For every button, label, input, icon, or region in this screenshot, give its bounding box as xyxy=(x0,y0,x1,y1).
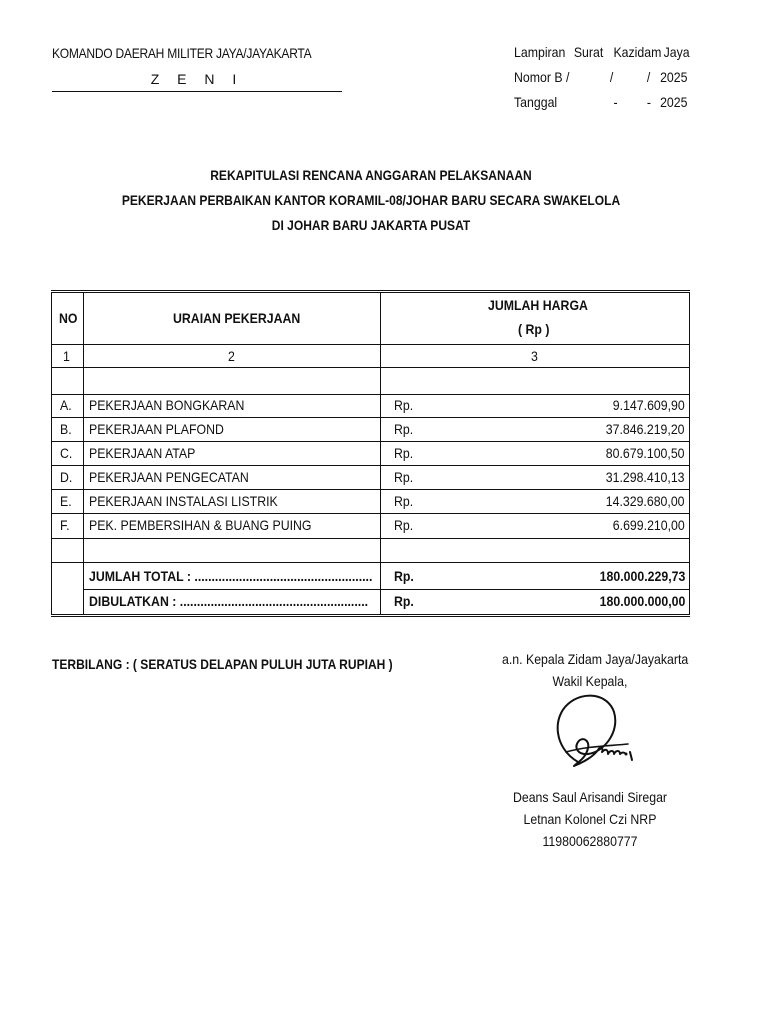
org-name: KOMANDO DAERAH MILITER JAYA/JAYAKARTA xyxy=(52,45,312,61)
row-d-cur: Rp. xyxy=(394,469,414,485)
table-hline-total xyxy=(83,589,690,590)
table-top-border xyxy=(51,290,690,293)
row-d-desc: PEKERJAAN PENGECATAN xyxy=(89,469,249,485)
total-label: JUMLAH TOTAL : .................................................... xyxy=(89,568,373,584)
index-col-3: 3 xyxy=(531,348,538,364)
header-left xyxy=(52,45,342,87)
table-vline-no xyxy=(83,293,84,614)
col-header-uraian: URAIAN PEKERJAAN xyxy=(173,310,301,326)
table-hline-d xyxy=(51,489,690,490)
signature-authority: a.n. Kepala Zidam Jaya/Jayakarta xyxy=(502,651,689,667)
nomor-label: Nomor B / xyxy=(514,69,570,85)
nomor-sep-2: / xyxy=(646,69,651,85)
col-header-jumlah: JUMLAH HARGA xyxy=(488,297,588,313)
table-hline-index xyxy=(51,367,690,368)
row-e-desc: PEKERJAAN INSTALASI LISTRIK xyxy=(89,493,278,509)
row-d-amount: 31.298.410,13 xyxy=(606,469,685,485)
row-c-desc: PEKERJAAN ATAP xyxy=(89,445,196,461)
row-a-no: A. xyxy=(60,397,72,413)
row-f-desc: PEK. PEMBERSIHAN & BUANG PUING xyxy=(89,517,312,533)
row-c-amount: 80.679.100,50 xyxy=(606,445,685,461)
row-e-cur: Rp. xyxy=(394,493,414,509)
document-title xyxy=(0,163,742,238)
header-underline xyxy=(52,91,342,92)
row-a-amount: 9.147.609,90 xyxy=(613,397,685,413)
amount-in-words: TERBILANG : ( SERATUS DELAPAN PULUH JUTA RUPIAH ) xyxy=(52,656,393,672)
row-b-amount: 37.846.219,20 xyxy=(606,421,685,437)
title-line-1: REKAPITULASI RENCANA ANGGARAN PELAKSANAAN xyxy=(210,167,532,183)
table-vline-desc xyxy=(380,293,381,614)
signatory-name: Deans Saul Arisandi Siregar xyxy=(512,789,668,805)
row-f-cur: Rp. xyxy=(394,517,414,533)
index-col-1: 1 xyxy=(63,348,70,364)
lampiran-word-kazidam: Kazidam xyxy=(613,44,662,60)
tanggal-sep-1: - xyxy=(613,94,618,110)
row-b-cur: Rp. xyxy=(394,421,414,437)
tanggal-label: Tanggal xyxy=(514,94,558,110)
lampiran-word-surat: Surat xyxy=(573,44,604,60)
col-header-rp: ( Rp ) xyxy=(518,321,550,337)
nomor-sep-1: / xyxy=(609,69,614,85)
lampiran-label: Lampiran xyxy=(514,44,566,60)
table-vline-left xyxy=(51,293,52,614)
rounded-amount: 180.000.000,00 xyxy=(599,593,685,609)
nomor-year: 2025 xyxy=(660,69,688,85)
signature-position: Wakil Kepala, xyxy=(552,673,628,689)
row-c-cur: Rp. xyxy=(394,445,414,461)
lampiran-row xyxy=(514,44,688,69)
table-bottom-border xyxy=(51,614,690,617)
attachment-block xyxy=(514,44,688,119)
table-vline-right xyxy=(689,293,690,614)
row-e-no: E. xyxy=(60,493,72,509)
row-e-amount: 14.329.680,00 xyxy=(606,493,685,509)
rounded-label: DIBULATKAN : ....................................................... xyxy=(89,593,369,609)
table-hline-blank2 xyxy=(51,562,690,563)
signatory-rank: Letnan Kolonel Czi NRP xyxy=(523,811,657,827)
tanggal-row xyxy=(514,94,688,119)
table-hline-f xyxy=(51,538,690,539)
row-f-amount: 6.699.210,00 xyxy=(613,517,685,533)
table-hline-b xyxy=(51,441,690,442)
row-b-desc: PEKERJAAN PLAFOND xyxy=(89,421,224,437)
signature-block xyxy=(490,648,690,692)
tanggal-year: 2025 xyxy=(660,94,688,110)
unit-name: Z E N I xyxy=(150,71,244,87)
table-hline-a xyxy=(51,417,690,418)
table-hline-blank1 xyxy=(51,394,690,395)
row-d-no: D. xyxy=(60,469,73,485)
row-a-desc: PEKERJAAN BONGKARAN xyxy=(89,397,245,413)
table-hline-c xyxy=(51,465,690,466)
table-hline-header xyxy=(51,344,690,345)
rounded-cur: Rp. xyxy=(394,593,414,609)
col-header-no: NO xyxy=(59,310,78,326)
row-b-no: B. xyxy=(60,421,72,437)
table-hline-e xyxy=(51,513,690,514)
total-cur: Rp. xyxy=(394,568,414,584)
row-c-no: C. xyxy=(60,445,73,461)
tanggal-sep-2: - xyxy=(646,94,651,110)
signatory-block xyxy=(490,786,690,852)
row-a-cur: Rp. xyxy=(394,397,414,413)
title-line-2: PEKERJAAN PERBAIKAN KANTOR KORAMIL-08/JOHAR BARU SECARA SWAKELOLA xyxy=(121,192,621,208)
handwritten-signature xyxy=(548,688,638,772)
nomor-row xyxy=(514,69,688,94)
total-amount: 180.000.229,73 xyxy=(599,568,685,584)
row-f-no: F. xyxy=(60,517,70,533)
lampiran-word-jaya: Jaya xyxy=(663,44,690,60)
index-col-2: 2 xyxy=(228,348,235,364)
budget-table xyxy=(51,290,690,617)
signatory-nrp: 11980062880777 xyxy=(542,833,638,849)
title-line-3: DI JOHAR BARU JAKARTA PUSAT xyxy=(271,217,471,233)
